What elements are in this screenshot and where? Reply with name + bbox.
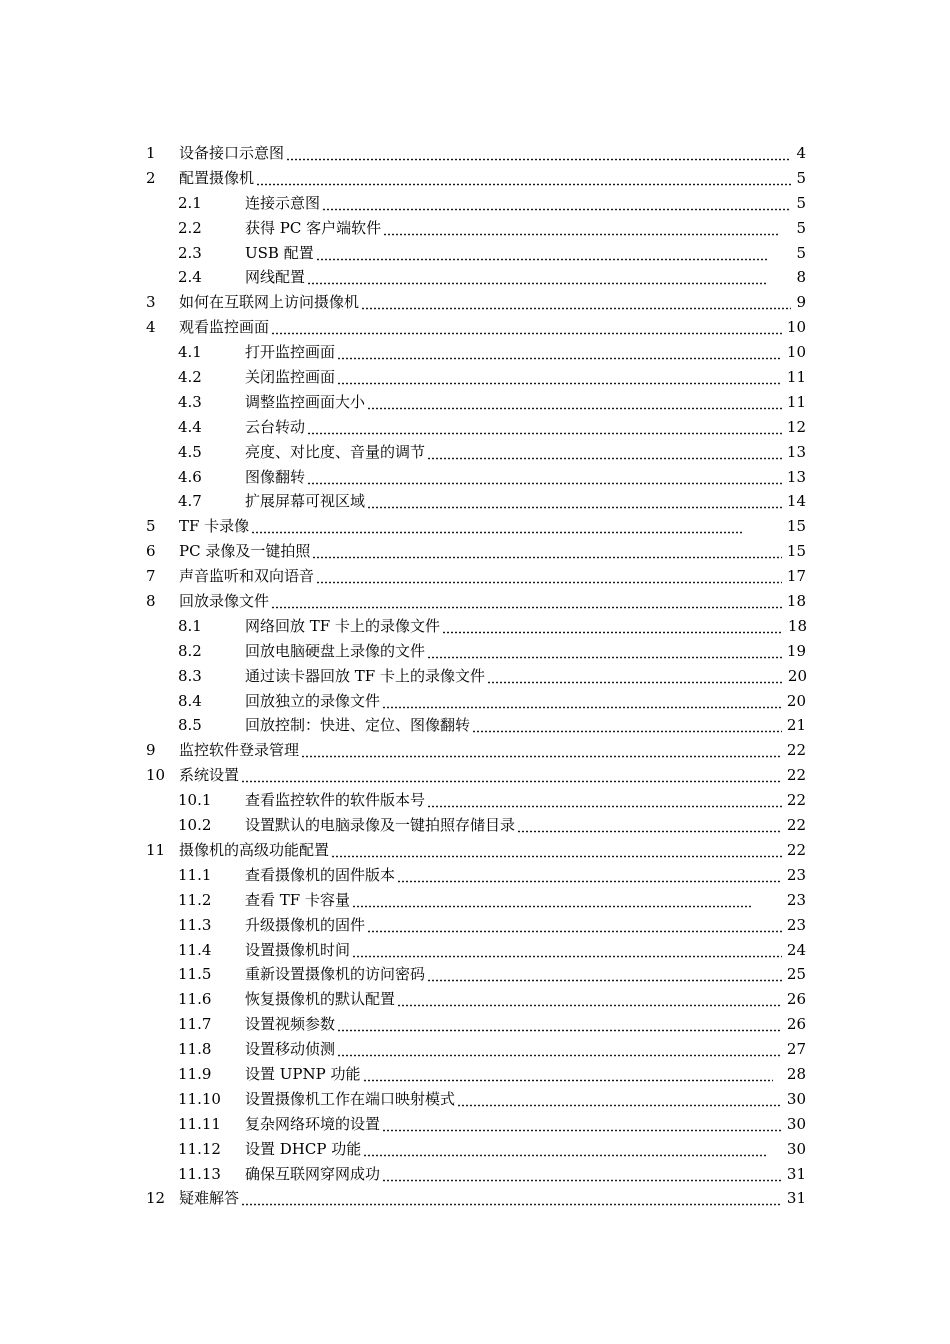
toc-entry-page: 14 — [785, 489, 806, 514]
toc-entry-page: 31 — [785, 1162, 806, 1187]
toc-entry-number: 11.13 — [178, 1164, 221, 1183]
toc-entry-title: TF 卡录像 — [179, 514, 250, 539]
toc-entry-title: 关闭监控画面 — [245, 365, 336, 390]
toc-dot-leader — [397, 863, 782, 888]
toc-entry[interactable] — [0, 365, 950, 390]
toc-entry-title: 通过读卡器回放 TF 卡上的录像文件 — [245, 664, 486, 689]
toc-entry[interactable] — [0, 913, 950, 938]
toc-dot-leader — [427, 440, 782, 465]
toc-entry-page: 5 — [794, 216, 806, 241]
toc-entry[interactable] — [0, 813, 950, 838]
toc-entry-title: 网络回放 TF 卡上的录像文件 — [245, 614, 441, 639]
toc-entry-number: 11.10 — [178, 1089, 221, 1108]
toc-dot-leader — [487, 664, 783, 689]
toc-entry-page: 23 — [785, 863, 806, 888]
toc-entry-page: 9 — [794, 290, 806, 315]
toc-entry-number: 6 — [146, 542, 156, 561]
toc-entry-number: 4.2 — [178, 368, 202, 387]
toc-entry[interactable] — [0, 564, 950, 589]
toc-entry[interactable] — [0, 1186, 950, 1211]
toc-entry-title: 设置摄像机工作在端口映射模式 — [245, 1087, 456, 1112]
toc-entry-number: 11 — [146, 840, 166, 859]
toc-dot-leader — [442, 614, 783, 639]
toc-entry-number: 12 — [146, 1189, 166, 1208]
toc-entry-title: 云台转动 — [245, 415, 306, 440]
toc-entry-title: 设置 DHCP 功能 — [245, 1137, 362, 1162]
toc-entry[interactable] — [0, 290, 950, 315]
toc-entry-page: 22 — [785, 738, 806, 763]
toc-entry-page: 25 — [785, 962, 806, 987]
toc-entry-page: 28 — [785, 1062, 806, 1087]
toc-entry-page: 10 — [785, 340, 806, 365]
toc-entry-number: 11.4 — [178, 940, 212, 959]
toc-entry-title: PC 录像及一键拍照 — [179, 539, 311, 564]
toc-entry-page: 31 — [785, 1186, 806, 1211]
toc-entry-title: 观看监控画面 — [179, 315, 270, 340]
toc-entry[interactable] — [0, 639, 950, 664]
toc-entry-number: 11.3 — [178, 915, 212, 934]
toc-entry-title: 扩展屏幕可视区域 — [245, 489, 366, 514]
toc-entry-title: 调整监控画面大小 — [245, 390, 366, 415]
toc-entry-number: 4.7 — [178, 492, 202, 511]
toc-entry-number: 11.7 — [178, 1015, 212, 1034]
toc-entry-title: 亮度、对比度、音量的调节 — [245, 440, 426, 465]
toc-entry-title: 重新设置摄像机的访问密码 — [245, 962, 426, 987]
toc-entry-title: 疑难解答 — [179, 1186, 240, 1211]
toc-entry[interactable] — [0, 1162, 950, 1187]
toc-entry-page: 18 — [785, 589, 806, 614]
toc-entry-page: 15 — [785, 539, 806, 564]
toc-entry-page: 10 — [785, 315, 806, 340]
toc-entry-number: 11.1 — [178, 865, 212, 884]
toc-entry-title: 查看 TF 卡容量 — [245, 888, 351, 913]
toc-entry-title: 网线配置 — [245, 265, 306, 290]
toc-entry-number: 11.12 — [178, 1139, 221, 1158]
toc-entry[interactable] — [0, 1087, 950, 1112]
toc-entry-title: 摄像机的高级功能配置 — [179, 838, 330, 863]
toc-entry-page: 13 — [785, 440, 806, 465]
toc-entry-title: 设备接口示意图 — [179, 141, 285, 166]
toc-dot-leader — [363, 1137, 768, 1162]
toc-entry[interactable] — [0, 465, 950, 490]
toc-dot-leader — [382, 689, 782, 714]
toc-entry-number: 11.6 — [178, 990, 212, 1009]
toc-entry-title: 连接示意图 — [245, 191, 321, 216]
toc-entry-page: 21 — [785, 713, 806, 738]
toc-entry-title: 设置默认的电脑录像及一键拍照存储目录 — [245, 813, 516, 838]
toc-entry-number: 4.3 — [178, 392, 202, 411]
toc-entry-title: 确保互联网穿网成功 — [245, 1162, 381, 1187]
toc-entry-number: 4.6 — [178, 467, 202, 486]
toc-dot-leader — [241, 1186, 782, 1211]
toc-entry-title: 设置移动侦测 — [245, 1037, 336, 1062]
toc-entry[interactable] — [0, 1012, 950, 1037]
toc-dot-leader — [322, 191, 791, 216]
toc-dot-leader — [427, 639, 782, 664]
toc-entry-page: 5 — [794, 166, 806, 191]
toc-entry[interactable] — [0, 166, 950, 191]
toc-dot-leader — [472, 713, 782, 738]
toc-entry-number: 8.4 — [178, 691, 202, 710]
toc-dot-leader — [363, 1062, 774, 1087]
toc-entry-number: 8.5 — [178, 716, 202, 735]
toc-entry[interactable] — [0, 713, 950, 738]
toc-entry-page: 17 — [785, 564, 806, 589]
toc-dot-leader — [352, 938, 782, 963]
toc-entry-page: 11 — [785, 390, 806, 415]
toc-entry[interactable] — [0, 589, 950, 614]
toc-entry-number: 8.2 — [178, 641, 202, 660]
toc-entry-title: 设置摄像机时间 — [245, 938, 351, 963]
table-of-contents — [0, 141, 950, 1211]
toc-entry-page: 23 — [785, 888, 806, 913]
toc-dot-leader — [271, 589, 782, 614]
toc-entry-page: 15 — [785, 514, 806, 539]
toc-dot-leader — [367, 913, 782, 938]
toc-entry[interactable] — [0, 1137, 950, 1162]
toc-entry-number: 11.5 — [178, 965, 212, 984]
toc-dot-leader — [307, 265, 768, 290]
toc-entry-number: 2.1 — [178, 193, 202, 212]
toc-dot-leader — [427, 788, 782, 813]
toc-entry-number: 2.2 — [178, 218, 202, 237]
toc-dot-leader — [397, 987, 782, 1012]
toc-dot-leader — [307, 465, 782, 490]
toc-entry-title: 回放录像文件 — [179, 589, 270, 614]
toc-entry[interactable] — [0, 1112, 950, 1137]
toc-entry-title: 设置 UPNP 功能 — [245, 1062, 362, 1087]
toc-dot-leader — [286, 141, 791, 166]
toc-dot-leader — [352, 888, 752, 913]
toc-entry-page: 4 — [794, 141, 806, 166]
toc-dot-leader — [383, 216, 779, 241]
toc-entry-page: 26 — [785, 987, 806, 1012]
toc-entry-number: 3 — [146, 293, 156, 312]
toc-dot-leader — [331, 838, 782, 863]
toc-entry-page: 12 — [785, 415, 806, 440]
toc-entry-page: 18 — [786, 614, 807, 639]
toc-entry[interactable] — [0, 689, 950, 714]
toc-entry-number: 8.1 — [178, 616, 202, 635]
toc-entry-page: 5 — [794, 241, 806, 266]
toc-dot-leader — [382, 1112, 782, 1137]
toc-entry[interactable] — [0, 987, 950, 1012]
toc-entry[interactable] — [0, 489, 950, 514]
toc-entry-page: 13 — [785, 465, 806, 490]
toc-dot-leader — [316, 564, 782, 589]
toc-entry[interactable] — [0, 241, 950, 266]
toc-entry[interactable] — [0, 938, 950, 963]
toc-dot-leader — [517, 813, 782, 838]
toc-dot-leader — [457, 1087, 782, 1112]
toc-entry-title: 设置视频参数 — [245, 1012, 336, 1037]
toc-dot-leader — [367, 390, 782, 415]
toc-entry-number: 11.8 — [178, 1040, 212, 1059]
toc-entry-page: 20 — [786, 664, 807, 689]
toc-entry-page: 30 — [785, 1137, 806, 1162]
toc-entry-page: 26 — [785, 1012, 806, 1037]
toc-entry-page: 19 — [785, 639, 806, 664]
toc-entry[interactable] — [0, 664, 950, 689]
toc-entry[interactable] — [0, 888, 950, 913]
toc-entry-number: 11.2 — [178, 890, 212, 909]
toc-entry-number: 10 — [146, 766, 166, 785]
toc-entry-title: 配置摄像机 — [179, 166, 255, 191]
toc-entry-title: 复杂网络环境的设置 — [245, 1112, 381, 1137]
toc-entry-title: 回放控制：快进、定位、图像翻转 — [245, 713, 471, 738]
toc-entry[interactable] — [0, 838, 950, 863]
toc-entry-number: 10.1 — [178, 791, 212, 810]
toc-dot-leader — [271, 315, 782, 340]
toc-entry-title: 图像翻转 — [245, 465, 306, 490]
toc-entry[interactable] — [0, 216, 950, 241]
toc-entry-title: USB 配置 — [245, 241, 315, 266]
toc-entry-number: 8.3 — [178, 666, 202, 685]
toc-entry[interactable] — [0, 415, 950, 440]
toc-entry-number: 2.3 — [178, 243, 202, 262]
toc-entry-page: 11 — [785, 365, 806, 390]
toc-entry-page: 30 — [785, 1087, 806, 1112]
toc-entry[interactable] — [0, 390, 950, 415]
toc-entry-title: 声音监听和双向语音 — [179, 564, 315, 589]
toc-entry-title: 查看摄像机的固件版本 — [245, 863, 396, 888]
toc-entry-page: 22 — [785, 838, 806, 863]
toc-entry-number: 4.1 — [178, 343, 202, 362]
toc-dot-leader — [316, 241, 768, 266]
toc-entry-number: 7 — [146, 567, 156, 586]
toc-entry-number: 2.4 — [178, 268, 202, 287]
toc-dot-leader — [251, 514, 744, 539]
toc-dot-leader — [382, 1162, 782, 1187]
toc-entry-page: 20 — [785, 689, 806, 714]
toc-entry[interactable] — [0, 539, 950, 564]
toc-entry-title: 如何在互联网上访问摄像机 — [179, 290, 360, 315]
toc-entry-number: 5 — [146, 517, 156, 536]
toc-entry[interactable] — [0, 141, 950, 166]
toc-entry-page: 5 — [794, 191, 806, 216]
toc-entry-page: 24 — [785, 938, 806, 963]
toc-entry-number: 9 — [146, 741, 156, 760]
toc-entry-number: 4.4 — [178, 417, 202, 436]
toc-entry[interactable] — [0, 340, 950, 365]
toc-entry-title: 回放电脑硬盘上录像的文件 — [245, 639, 426, 664]
toc-dot-leader — [337, 365, 782, 390]
toc-dot-leader — [337, 1037, 782, 1062]
toc-entry-number: 2 — [146, 168, 156, 187]
toc-entry-title: 升级摄像机的固件 — [245, 913, 366, 938]
toc-entry-title: 打开监控画面 — [245, 340, 336, 365]
toc-entry-page: 23 — [785, 913, 806, 938]
toc-entry-title: 恢复摄像机的默认配置 — [245, 987, 396, 1012]
toc-entry-page: 27 — [785, 1037, 806, 1062]
toc-entry[interactable] — [0, 763, 950, 788]
toc-entry-page: 22 — [785, 763, 806, 788]
toc-entry-page: 30 — [785, 1112, 806, 1137]
toc-entry[interactable] — [0, 191, 950, 216]
toc-entry-title: 获得 PC 客户端软件 — [245, 216, 382, 241]
toc-entry-title: 监控软件登录管理 — [179, 738, 300, 763]
toc-entry-page: 22 — [785, 788, 806, 813]
toc-dot-leader — [301, 738, 782, 763]
toc-entry[interactable] — [0, 614, 950, 639]
toc-dot-leader — [337, 1012, 782, 1037]
toc-entry[interactable] — [0, 962, 950, 987]
toc-entry[interactable] — [0, 863, 950, 888]
toc-entry-number: 4.5 — [178, 442, 202, 461]
toc-dot-leader — [307, 415, 782, 440]
toc-entry[interactable] — [0, 1062, 950, 1087]
toc-dot-leader — [241, 763, 782, 788]
toc-entry-number: 8 — [146, 592, 156, 611]
toc-dot-leader — [312, 539, 782, 564]
toc-entry-number: 11.11 — [178, 1114, 221, 1133]
toc-entry-title: 回放独立的录像文件 — [245, 689, 381, 714]
toc-dot-leader — [361, 290, 791, 315]
toc-entry[interactable] — [0, 738, 950, 763]
toc-entry-title: 系统设置 — [179, 763, 240, 788]
toc-dot-leader — [256, 166, 791, 191]
toc-entry[interactable] — [0, 440, 950, 465]
toc-dot-leader — [337, 340, 782, 365]
toc-entry[interactable] — [0, 788, 950, 813]
toc-entry-number: 10.2 — [178, 816, 212, 835]
toc-dot-leader — [367, 489, 782, 514]
toc-entry[interactable] — [0, 1037, 950, 1062]
toc-dot-leader — [427, 962, 782, 987]
toc-entry[interactable] — [0, 315, 950, 340]
toc-entry-number: 1 — [146, 144, 156, 162]
toc-entry-page: 8 — [794, 265, 806, 290]
toc-entry[interactable] — [0, 514, 950, 539]
toc-entry[interactable] — [0, 265, 950, 290]
toc-entry-page: 22 — [785, 813, 806, 838]
toc-entry-number: 11.9 — [178, 1064, 212, 1083]
toc-entry-title: 查看监控软件的软件版本号 — [245, 788, 426, 813]
toc-entry-number: 4 — [146, 318, 156, 337]
